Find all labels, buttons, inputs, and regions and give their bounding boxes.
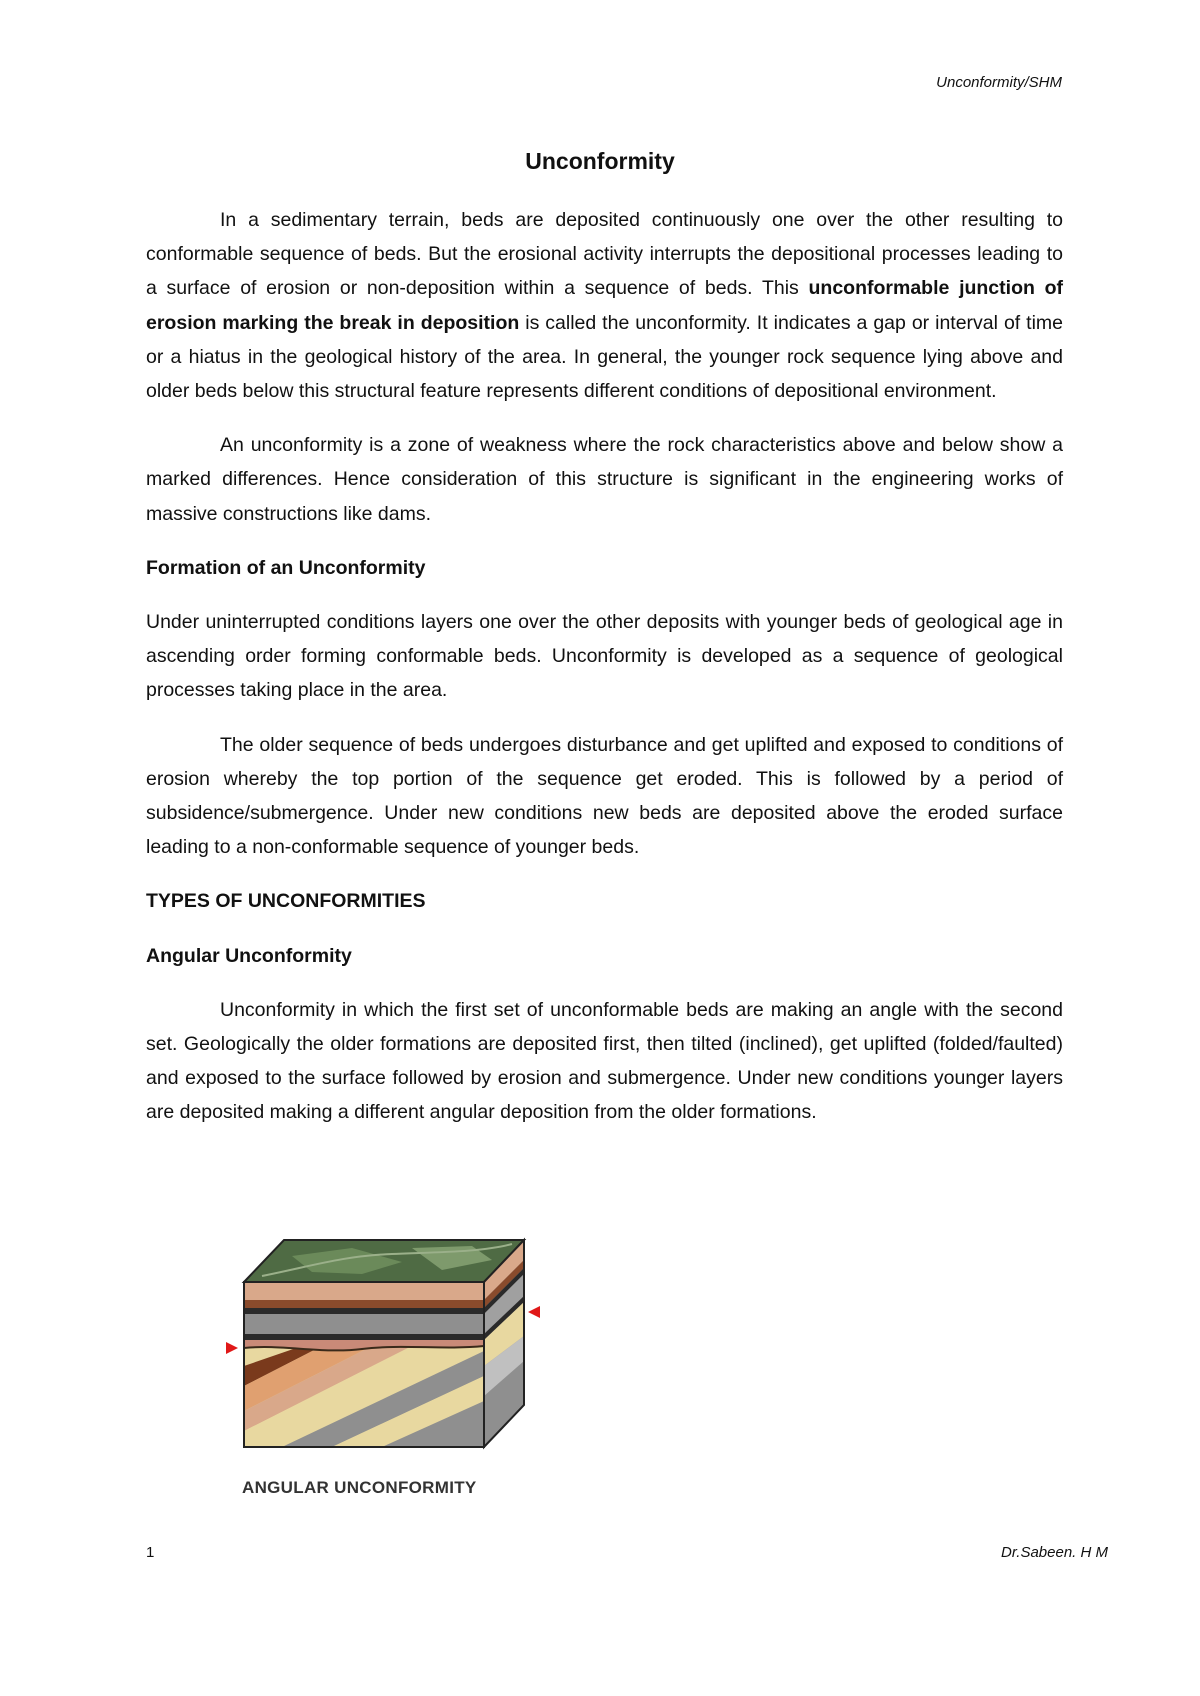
- running-header: Unconformity/SHM: [936, 74, 1062, 91]
- marker-right-icon: [528, 1306, 540, 1318]
- paragraph-intro-start: In a sedimentary terrain, beds are deposited continuously one over the other resulting to conformable sequence of beds. But the erosional activity interrupts the depositional processes leading to a surface of erosion or non-deposition within a sequence of beds. This: [146, 209, 1063, 300]
- footer-author: Dr.Sabeen. H M: [1001, 1544, 1108, 1561]
- front-face: [244, 1282, 484, 1447]
- younger-bed-brown: [244, 1300, 484, 1308]
- younger-bed-dark: [244, 1308, 484, 1314]
- heading-formation: Formation of an Unconformity: [146, 556, 426, 579]
- paragraph-angular: Unconformity in which the first set of unconformable beds are making an angle with the second set. Geologically the older formations are deposited first, then tilted (inclined), get uplifted (folded/faulted) and exposed to the surface followed by erosion and submergence. Under new conditions younger layers are deposited making a different angular deposition from the older formations.: [146, 998, 1063, 1124]
- paragraph-intro-end: is called the unconformity. It indicates a gap or interval of time or a hiatus in the geological history of the area. In general, the younger rock sequence lying above and older beds below this structural feature represents different conditions of depositional environment.: [146, 311, 1063, 403]
- page-number: 1: [146, 1544, 155, 1561]
- paragraph-intro-bold: unconformable junction of erosion marking the break in deposition: [146, 277, 1064, 334]
- younger-bed-gray: [244, 1314, 484, 1334]
- paragraph-weakness: An unconformity is a zone of weakness where the rock characteristics above and below show a marked differences. Hence consideration of this structure is significant in the engineering works of massive constructions like dams.: [146, 434, 1063, 525]
- heading-types: TYPES OF UNCONFORMITIES: [146, 890, 426, 913]
- document-body: [146, 203, 1063, 1150]
- page-title: Unconformity: [525, 148, 675, 174]
- younger-bed-tan: [244, 1282, 484, 1300]
- paragraph-process: The older sequence of beds undergoes disturbance and get uplifted and exposed to conditions of erosion whereby the top portion of the sequence get eroded. This is followed by a period of subsidence/submergence. Under new conditions new beds are deposited above the eroded surface leading to a non-conformable sequence of younger beds.: [146, 733, 1063, 859]
- block-diagram: [222, 1226, 582, 1476]
- angular-unconformity-figure: [222, 1226, 582, 1506]
- paragraph-formation: Under uninterrupted conditions layers one over the other deposits with younger beds of geological age in ascending order forming conformable beds. Unconformity is developed as a sequence of geological processes taking place in the area.: [146, 611, 1063, 702]
- heading-angular: Angular Unconformity: [146, 944, 352, 967]
- figure-caption: ANGULAR UNCONFORMITY: [242, 1478, 477, 1497]
- younger-bed-dark-lower: [244, 1334, 484, 1340]
- marker-left-icon: [226, 1342, 238, 1354]
- paragraph-intro: [146, 203, 1063, 408]
